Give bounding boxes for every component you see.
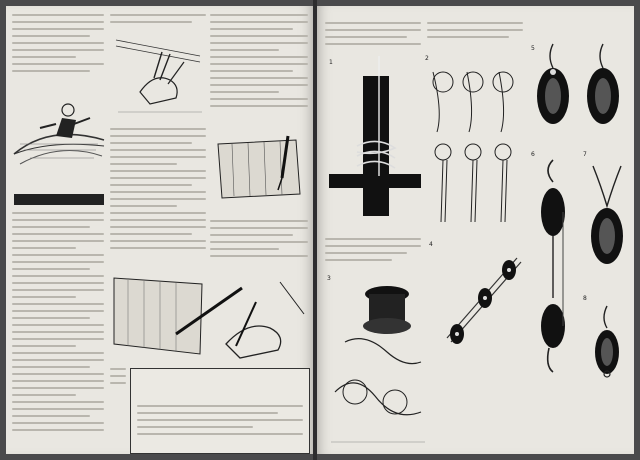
bollard-knot-illustration bbox=[325, 272, 429, 448]
sail-painting-illustration bbox=[212, 134, 308, 214]
hand-rope-illustration bbox=[110, 32, 206, 122]
knot-steps-illustration bbox=[423, 52, 523, 232]
left-col2-text-middle bbox=[110, 128, 206, 268]
figure-number: 6 bbox=[531, 151, 535, 158]
knot-b-title bbox=[325, 228, 421, 237]
tips-callout bbox=[130, 368, 310, 454]
left-col1-text-bottom bbox=[12, 212, 104, 448]
right-col1-text-middle bbox=[325, 238, 421, 270]
figure-number: 3 bbox=[327, 275, 331, 282]
hand-brush-illustration bbox=[110, 274, 308, 362]
figure-number: 2 bbox=[425, 55, 429, 62]
figure-number: 7 bbox=[583, 151, 587, 158]
left-col1-text-top bbox=[12, 14, 104, 84]
left-col2-text-top bbox=[110, 14, 206, 34]
left-col3-text-top bbox=[210, 14, 308, 124]
rolling-hitch-post-illustration bbox=[327, 56, 423, 226]
right-col1-text-top bbox=[325, 22, 421, 52]
left-page bbox=[6, 6, 313, 454]
blocks-title bbox=[427, 12, 523, 21]
figure-number: 4 bbox=[429, 241, 433, 248]
callout-line bbox=[135, 389, 305, 397]
left-col3-text-middle bbox=[210, 220, 308, 268]
section-heading bbox=[14, 194, 104, 205]
knot-a-title bbox=[325, 12, 421, 21]
callout-line bbox=[135, 397, 305, 405]
rigged-tackle-illustration bbox=[427, 238, 527, 388]
wooden-blocks-illustration bbox=[527, 36, 631, 448]
figure-number: 8 bbox=[583, 295, 587, 302]
figure-number: 1 bbox=[329, 59, 333, 66]
figure-number: 5 bbox=[531, 45, 535, 52]
callout-title bbox=[135, 372, 305, 381]
left-col2-text-bottom bbox=[110, 368, 126, 438]
callout-line bbox=[135, 381, 305, 389]
right-col2-text-top bbox=[427, 22, 523, 50]
right-page bbox=[317, 6, 634, 454]
sail-handling-illustration bbox=[10, 84, 106, 174]
